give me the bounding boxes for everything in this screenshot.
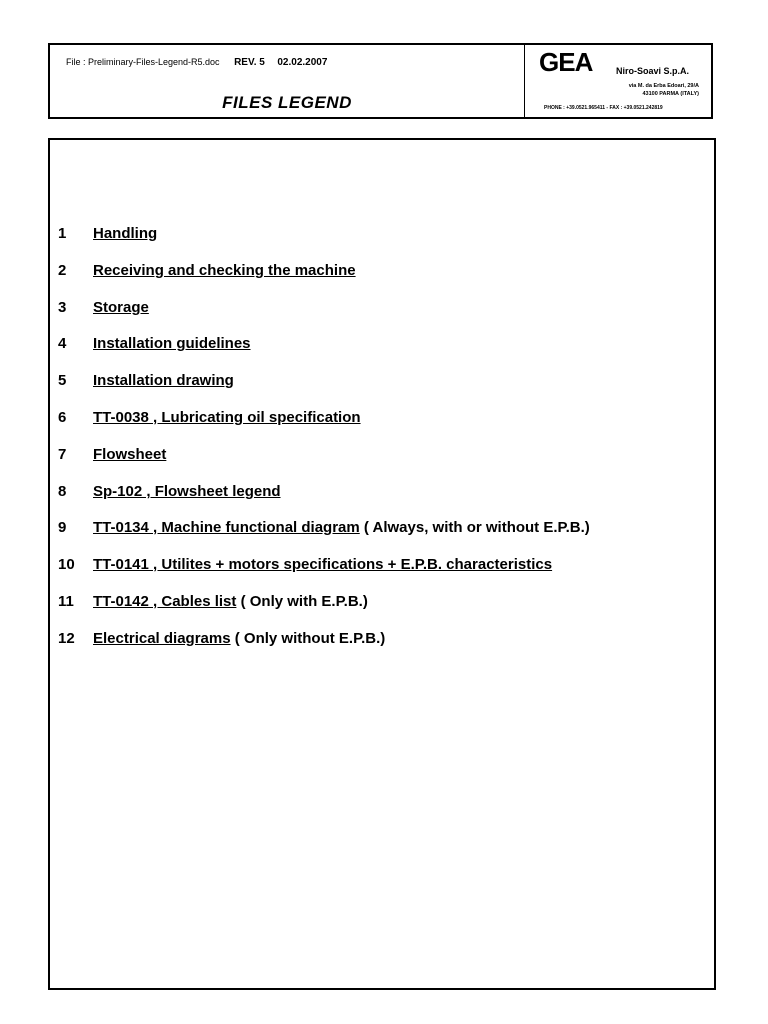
item-number: 9	[58, 519, 67, 536]
company-block	[524, 45, 711, 117]
item-number: 7	[58, 446, 67, 463]
file-link[interactable]: TT-0134 , Machine functional diagram	[93, 519, 360, 536]
revision-label: REV. 5	[234, 57, 265, 68]
company-logo: GEA	[539, 47, 593, 77]
item-number: 12	[58, 630, 75, 647]
item-note: ( Only without E.P.B.)	[230, 630, 386, 647]
company-address-street: via M. da Erba Edoari, 29/A	[628, 83, 699, 89]
file-info-line	[66, 57, 327, 68]
file-link[interactable]: Installation guidelines	[93, 335, 251, 352]
item-note: ( Only with E.P.B.)	[236, 593, 368, 610]
file-link[interactable]: Storage	[93, 299, 149, 316]
item-number: 2	[58, 262, 67, 279]
file-link[interactable]: Sp-102 , Flowsheet legend	[93, 483, 281, 500]
document-header	[48, 43, 713, 119]
item-number: 8	[58, 483, 67, 500]
company-name: Niro-Soavi S.p.A.	[616, 66, 690, 76]
item-number: 10	[58, 556, 75, 573]
company-address-city: 43100 PARMA (ITALY)	[642, 91, 699, 97]
file-link[interactable]: Handling	[93, 225, 158, 242]
page-title: FILES LEGEND	[222, 93, 352, 112]
revision-date: 02.02.2007	[277, 57, 328, 68]
header-left-panel	[50, 45, 525, 117]
file-link[interactable]: Receiving and checking the machine	[93, 262, 356, 279]
item-note: ( Always, with or without E.P.B.)	[359, 519, 590, 536]
file-link[interactable]: Electrical diagrams	[93, 630, 231, 647]
file-link[interactable]: Flowsheet	[93, 446, 167, 463]
item-number: 4	[58, 335, 67, 352]
company-phone-fax: PHONE : +39.0521.965411 - FAX : +39.0521.242819	[544, 105, 663, 111]
file-name: File : Preliminary-Files-Legend-R5.doc	[66, 57, 220, 67]
file-link[interactable]: TT-0038 , Lubricating oil specification	[93, 409, 361, 426]
item-number: 11	[58, 593, 74, 610]
file-link[interactable]: TT-0142 , Cables list	[93, 593, 237, 610]
item-number: 6	[58, 409, 67, 426]
item-number: 1	[58, 225, 67, 242]
item-number: 5	[58, 372, 67, 389]
file-link[interactable]: TT-0141 , Utilites + motors specifications + E.P.B. characteristics	[93, 556, 553, 573]
item-number: 3	[58, 299, 67, 316]
legend-box	[48, 138, 716, 990]
file-link[interactable]: Installation drawing	[93, 372, 234, 389]
